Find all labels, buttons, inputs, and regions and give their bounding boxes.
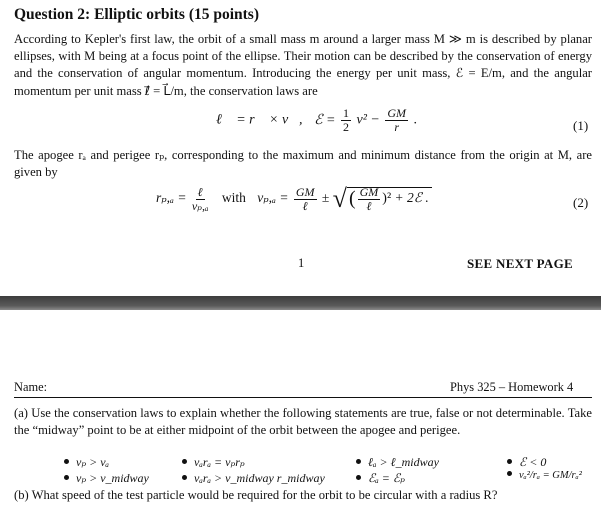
eq2-with-word: with xyxy=(221,190,246,206)
eq2-frac-den: vₚ,ₐ xyxy=(191,198,209,213)
eq1-kinetic-term: v² − xyxy=(356,112,380,128)
eq1-potential-fraction xyxy=(385,107,408,134)
bullet-item: vₐrₐ = vₚrₚ xyxy=(182,455,245,470)
eq2-v: vₚ,ₐ = xyxy=(257,190,289,206)
eq2-paren-close: )² xyxy=(382,191,392,207)
eq2-inner-den: ℓ xyxy=(366,198,372,213)
eq2-sqrt-sign: √ xyxy=(332,184,347,213)
part-b: (b) What speed of the test particle would be required for the orbit to be circular with a radius R? xyxy=(14,488,498,502)
eq2-frac-num: ℓ xyxy=(197,184,203,199)
equation-2-number: (2) xyxy=(573,195,589,210)
bullet-item: ℰₐ = ℰₚ xyxy=(356,471,405,486)
header-rule xyxy=(14,397,592,398)
bullet-item: vₚ > v_midway xyxy=(64,471,149,486)
eq2-l-over-v-fraction xyxy=(192,186,209,213)
page-break-bar xyxy=(0,296,601,310)
eq1-gm-num: GM xyxy=(387,106,407,120)
eq2-gm-den: ℓ xyxy=(302,198,308,213)
bullet-item: vₚ > vₐ xyxy=(64,455,109,470)
eq2-radicand xyxy=(347,184,432,213)
eq2-paren-open: ( xyxy=(348,187,356,210)
apogee-paragraph: The apogee rₐ and perigee rₚ, corresponding to the maximum and minimum distance from the origin at M, are given by xyxy=(14,148,592,180)
eq1-energy-label: ℰ = xyxy=(314,112,339,128)
eq2-inner-num: GM xyxy=(359,184,379,199)
eq1-half-fraction xyxy=(341,107,351,134)
equation-2 xyxy=(156,184,432,214)
part-a: (a) Use the conservation laws to explain whether the following statements are true, false or not determinable. Take the “midway” point to be at either midpoint of the orbit between the apogee and perigee. xyxy=(14,406,592,437)
equation-1-number: (1) xyxy=(573,118,589,133)
equation-1 xyxy=(216,107,417,134)
eq2-gm-num: GM xyxy=(295,184,315,199)
see-next-page: SEE NEXT PAGE xyxy=(467,256,574,271)
name-label: Name: xyxy=(14,380,48,394)
eq1-half-den: 2 xyxy=(343,120,349,134)
eq2-tail: + 2ℰ . xyxy=(394,190,429,206)
page-number: 1 xyxy=(298,256,305,270)
eq1-period: . xyxy=(413,112,418,128)
question-title: Question 2: Elliptic orbits (15 points) xyxy=(14,6,260,23)
eq1-half-num: 1 xyxy=(343,106,349,120)
eq2-lhs: rₚ,ₐ = xyxy=(156,190,187,206)
eq2-gm-fraction xyxy=(294,186,317,213)
bullet-item: vₐ²/rₐ = GM/rₐ² xyxy=(507,470,582,481)
eq1-gm-den: r xyxy=(394,120,400,134)
course-header: Phys 325 – Homework 4 xyxy=(450,380,574,394)
eq1-angular-momentum: ℓ⃗ = r⃗ × v⃗, xyxy=(216,112,303,128)
bullet-item: ℓₐ > ℓ_midway xyxy=(356,455,439,470)
bullet-item: ℰ < 0 xyxy=(507,455,546,470)
eq2-inner-fraction xyxy=(358,186,381,213)
bullet-item: vₐrₐ > v_midway r_midway xyxy=(182,471,325,486)
intro-paragraph: According to Kepler's first law, the orbit of a small mass m around a larger mass M ≫ m is described by planar ellipses, with M being at a focus point of the ellipse. Their motion can be described by the conservation of energy and the conservation of angular momentum. Introducing the energy per unit mass, ℰ = E/m, and the angular momentum per unit mass ℓ⃗ = L⃗/m, the conservation laws are xyxy=(14,32,592,98)
eq2-plus-minus: ± xyxy=(321,190,330,206)
